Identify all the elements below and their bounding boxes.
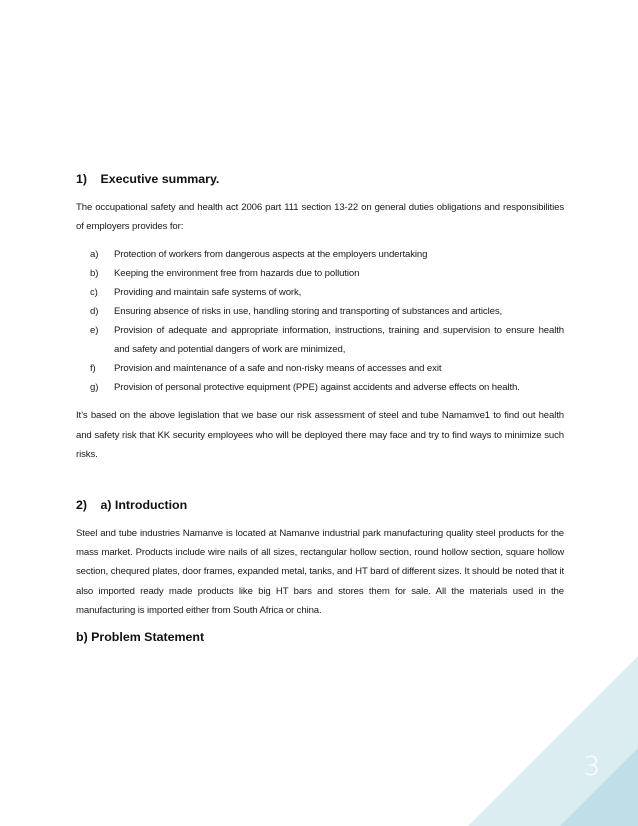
list-item-text: Ensuring absence of risks in use, handling storing and transporting of substances and articles, — [114, 306, 503, 318]
duties-list — [76, 245, 564, 397]
list-item — [90, 302, 564, 321]
list-item-marker: f) — [90, 363, 96, 375]
introduction-title: a) Introduction — [100, 498, 188, 513]
introduction-body: Steel and tube industries Namanve is located at Namanve industrial park manufacturing quality steel products for the mass market. Products include wire nails of all sizes, rectangular hollow section, round hollow section, square hollow section, chequred plates, door frames, expanded metal, tanks, and HT bard of different sizes. It should be noted that it also imported ready made products like big HT bars and stores them for sale. All the materials used in the manufacturing is imported either from South Africa or china. — [76, 528, 564, 616]
list-item-text: Providing and maintain safe systems of work, — [114, 287, 302, 299]
section-spacer — [76, 464, 564, 498]
list-item-text: Provision and maintenance of a safe and non-risky means of accesses and exit — [114, 363, 442, 375]
list-item — [90, 359, 564, 378]
problem-statement-prefix: b) — [76, 630, 88, 645]
list-item — [90, 245, 564, 264]
introduction-heading — [76, 498, 564, 512]
executive-summary-title: Executive summary. — [100, 172, 220, 186]
list-item-marker: c) — [90, 287, 98, 299]
list-item-text: Provision of personal protective equipment (PPE) against accidents and adverse effects on health. — [114, 382, 520, 394]
list-item-text: Provision of adequate and appropriate information, instructions, training and supervision to ensure health and safety and potential dangers of work are minimized, — [114, 325, 564, 356]
list-item — [90, 321, 564, 359]
list-item-text: Protection of workers from dangerous aspects at the employers undertaking — [114, 249, 428, 261]
list-item-text: Keeping the environment free from hazards due to pollution — [114, 268, 360, 280]
list-item — [90, 283, 564, 302]
list-item-marker: b) — [90, 268, 99, 280]
document-content — [76, 172, 564, 644]
executive-conclusion: It’s based on the above legislation that we base our risk assessment of steel and tube Namamve1 to find out health and safety risk that KK security employees who will be deployed there may face and try to find ways to minimize such risks. — [76, 410, 564, 460]
problem-statement-title: Problem Statement — [91, 630, 205, 645]
executive-intro: The occupational safety and health act 2006 part 111 section 13-22 on general duties obligations and responsibilities of employers provides for: — [76, 202, 564, 233]
page-number: 3 — [583, 752, 600, 782]
problem-statement-heading — [76, 630, 564, 644]
list-item-marker: g) — [90, 382, 99, 394]
executive-summary-number: 1) — [76, 172, 88, 186]
executive-summary-heading — [76, 172, 564, 186]
introduction-number: 2) — [76, 498, 88, 513]
list-item-marker: e) — [90, 325, 99, 337]
list-item — [90, 264, 564, 283]
list-item-marker: a) — [90, 249, 99, 261]
list-item-marker: d) — [90, 306, 99, 318]
list-item — [90, 378, 564, 397]
